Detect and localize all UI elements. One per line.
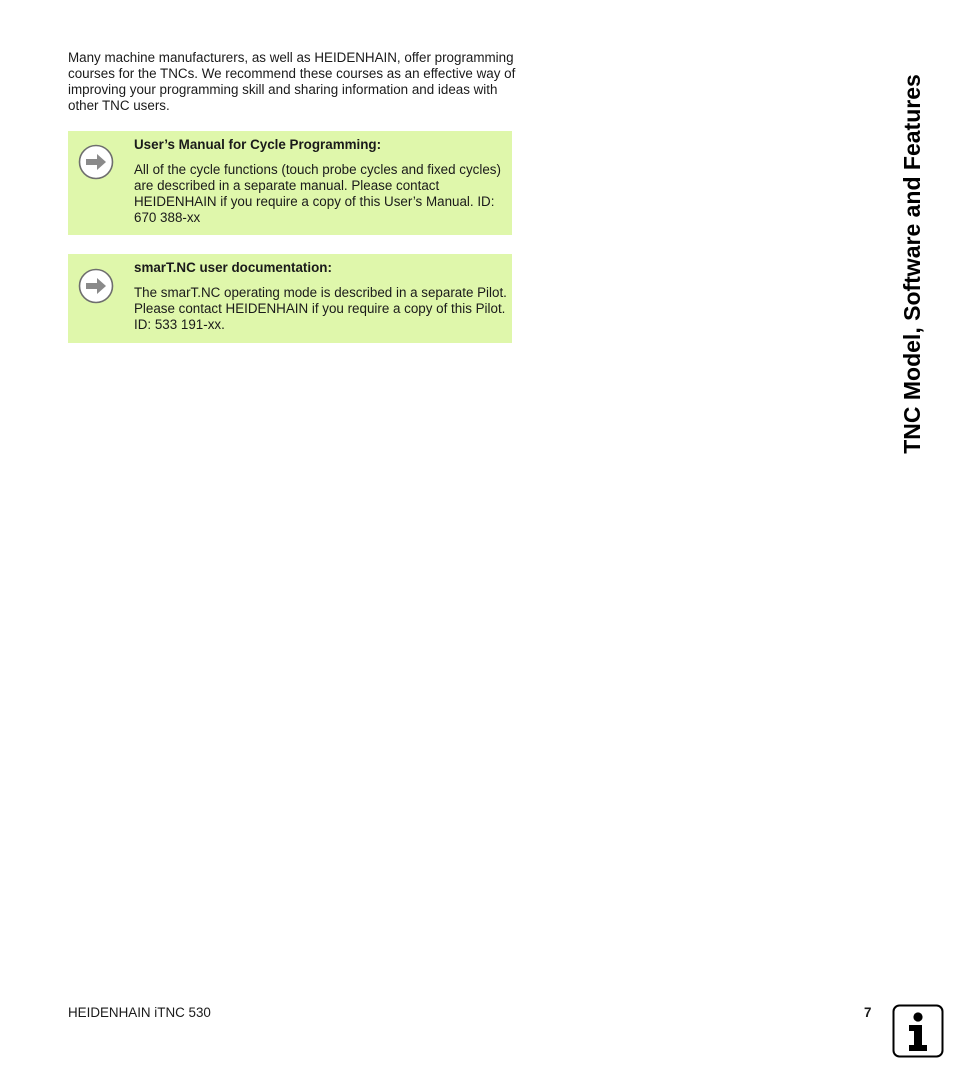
note-cycle-programming xyxy=(68,131,512,235)
note-text: The smarT.NC operating mode is described in a separate Pilot. Please contact HEIDENHAIN if you require a copy of this Pilot. ID: 533 191-xx. xyxy=(134,285,507,332)
arrow-right-circle-icon xyxy=(78,144,114,180)
info-icon xyxy=(892,1004,944,1058)
note-title: User’s Manual for Cycle Programming: xyxy=(134,137,382,152)
chapter-side-title: TNC Model, Software and Features xyxy=(899,74,925,454)
note-text: All of the cycle functions (touch probe cycles and fixed cycles) are described in a separate manual. Please contact HEIDENHAIN if you require a copy of this User’s Manual. ID: 670 388-xx xyxy=(134,162,501,225)
footer-product-name: HEIDENHAIN iTNC 530 xyxy=(68,1005,211,1020)
note-title: smarT.NC user documentation: xyxy=(134,260,332,275)
arrow-right-circle-icon xyxy=(78,268,114,304)
intro-paragraph: Many machine manufacturers, as well as HEIDENHAIN, offer programming courses for the TNCs. We recommend these courses as an effective way of improving your programming skill and sharing information and ideas with other TNC users. xyxy=(68,50,516,113)
note-smartnc-documentation xyxy=(68,254,512,343)
page-number: 7 xyxy=(864,1005,872,1020)
